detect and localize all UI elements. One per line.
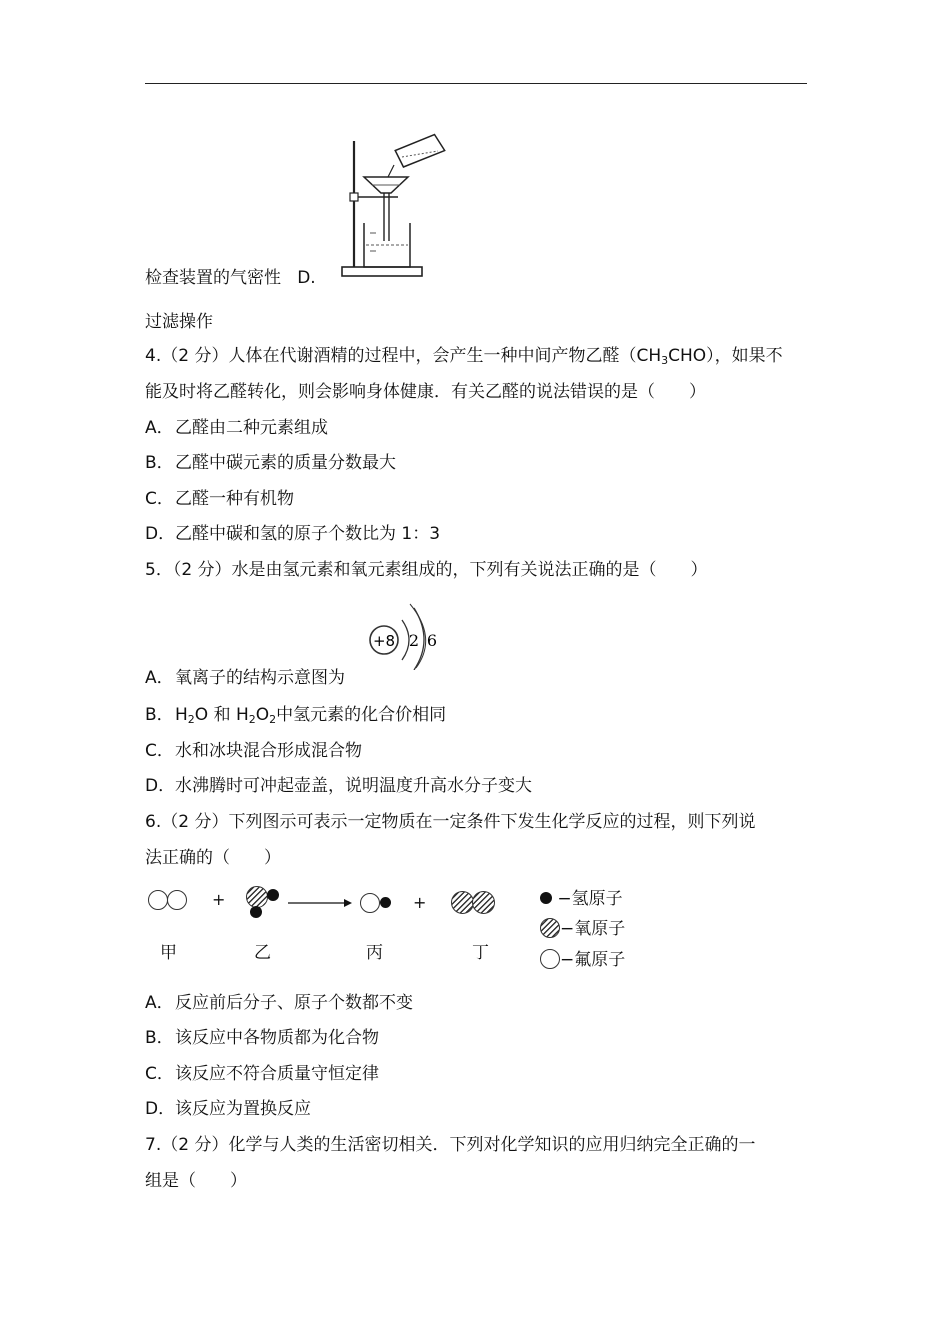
hydrogen-atom-icon xyxy=(540,892,552,904)
question-7-stem-line1: 7.（2 分）化学与人类的生活密切相关．下列对化学知识的应用归纳完全正确的一 xyxy=(145,1135,756,1155)
option-d-letter: D. xyxy=(297,268,316,288)
oxygen-atom-icon xyxy=(540,918,560,938)
molecule-ding-atom-2 xyxy=(472,891,495,914)
q5-option-b[interactable]: B．$H_2O$ 和 $H_2O_2$中氢元素的化合价相同 xyxy=(145,705,447,726)
q6-option-b[interactable]: B．该反应中各物质都为化合物 xyxy=(145,1028,379,1048)
header-rule xyxy=(145,83,807,84)
q4-option-d[interactable]: D．乙醛中碳和氢的原子个数比为 1：3 xyxy=(145,524,441,544)
nucleus-charge: +8 xyxy=(372,632,396,650)
previous-option-c-tail xyxy=(145,266,316,290)
filtration-apparatus-figure xyxy=(338,133,450,281)
legend-oxygen: −氧原子 xyxy=(540,914,625,939)
option-c-tail-text: 检查装置的气密性 xyxy=(145,268,281,288)
molecule-jia-atom-1 xyxy=(148,890,168,910)
q6-option-a[interactable]: A．反应前后分子、原子个数都不变 xyxy=(145,993,413,1013)
q6-option-d[interactable]: D．该反应为置换反应 xyxy=(145,1099,311,1119)
oxygen-ion-structure-diagram xyxy=(364,598,444,670)
plus-sign-2: + xyxy=(413,893,427,912)
label-jia: 甲 xyxy=(160,943,177,963)
fluorine-atom-icon xyxy=(540,949,560,969)
shell-1-electrons: 2 xyxy=(408,631,420,650)
label-yi: 乙 xyxy=(254,943,271,963)
q5-option-a[interactable]: A．氧离子的结构示意图为 xyxy=(145,668,345,688)
question-7-stem-line2: 组是（ ） xyxy=(145,1171,247,1191)
molecule-bing-hydrogen xyxy=(380,897,391,908)
molecule-bing-fluorine xyxy=(360,893,380,913)
q4-option-c[interactable]: C．乙醛一种有机物 xyxy=(145,489,294,509)
question-5-stem: 5．（2 分）水是由氢元素和氧元素组成的，下列有关说法正确的是（ ） xyxy=(145,560,708,580)
molecule-yi-hydrogen-1 xyxy=(267,889,279,901)
q6-option-c[interactable]: C．该反应不符合质量守恒定律 xyxy=(145,1064,379,1084)
q5-option-d[interactable]: D．水沸腾时可冲起壶盖，说明温度升高水分子变大 xyxy=(145,776,532,796)
legend-hydrogen: −氢原子 xyxy=(540,884,623,909)
q5-option-c[interactable]: C．水和冰块混合形成混合物 xyxy=(145,741,362,761)
molecule-ding-atom-1 xyxy=(451,891,474,914)
molecule-yi-oxygen xyxy=(246,886,268,908)
question-4-stem-line1: 4.（2 分）人体在代谢酒精的过程中，会产生一种中间产物乙醛$(CH_3CHO)$，如果不 xyxy=(145,346,783,367)
molecule-yi-hydrogen-2 xyxy=(250,906,262,918)
shell-2-electrons: 6 xyxy=(426,631,438,650)
question-number: 4. xyxy=(145,346,162,366)
question-6-stem-line2: 法正确的（ ） xyxy=(145,848,281,868)
reaction-arrow-icon xyxy=(288,896,354,910)
previous-option-d-text: 过滤操作 xyxy=(145,312,213,332)
q4-option-a[interactable]: A．乙醛由二种元素组成 xyxy=(145,418,328,438)
question-number: 7. xyxy=(145,1135,162,1155)
question-6-stem-line1: 6.（2 分）下列图示可表示一定物质在一定条件下发生化学反应的过程，则下列说 xyxy=(145,812,756,832)
label-bing: 丙 xyxy=(366,943,383,963)
plus-sign-1: + xyxy=(212,890,226,909)
question-number: 5． xyxy=(145,560,173,580)
q4-option-b[interactable]: B．乙醛中碳元素的质量分数最大 xyxy=(145,453,396,473)
molecule-jia-atom-2 xyxy=(167,890,187,910)
question-4-stem-line2: 能及时将乙醛转化，则会影响身体健康．有关乙醛的说法错误的是（ ） xyxy=(145,382,706,402)
question-number: 6. xyxy=(145,812,162,832)
label-ding: 丁 xyxy=(472,943,489,963)
legend-fluorine: −氟原子 xyxy=(540,945,625,970)
